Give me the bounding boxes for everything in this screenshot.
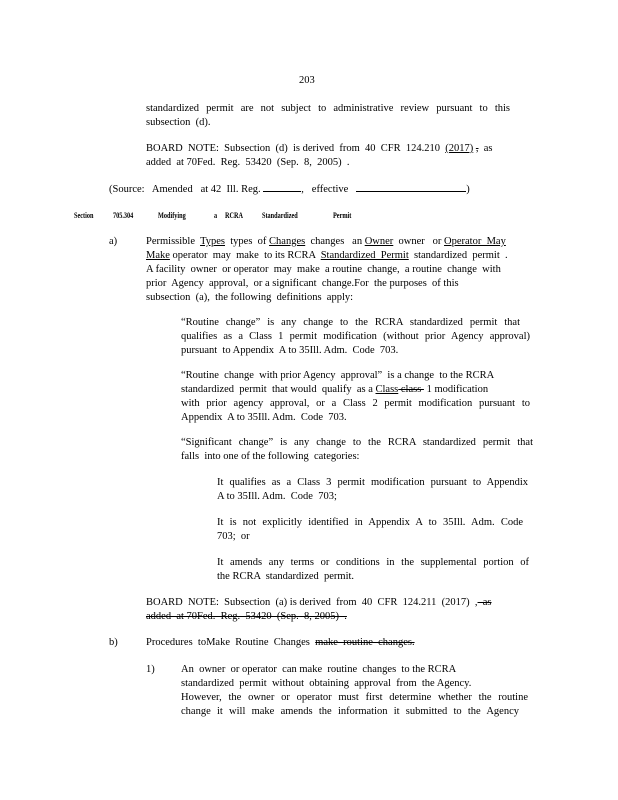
board-note-a-line1 <box>146 596 492 609</box>
definition-prior-approval-line: Appendix A to 35Ill. Adm. Code 703. <box>181 412 347 423</box>
section-number: 705.304 <box>113 211 134 220</box>
text: standardized permit that would qualify as a <box>181 384 376 395</box>
text: BOARD NOTE: Subsection (a) is derived from 40 CFR 124.211 <box>146 597 442 608</box>
inserted-text: Class <box>375 384 399 395</box>
board-note-d-line2: added at 70Fed. Reg. 53420 (Sep. 8, 2005) . <box>146 157 350 168</box>
section-title-word: Permit <box>333 211 352 220</box>
definition-prior-approval-line: with prior agency approval, or a Class 2 permit modification pursuant to <box>181 398 530 409</box>
body-line: subsection (a), the following definitions apply: <box>146 292 354 303</box>
category-line: It amends any terms or conditions in the supplemental portion of <box>217 557 529 568</box>
category-line: It qualifies as a Class 3 permit modification pursuant to Appendix <box>217 477 528 488</box>
inserted-text: Make Routine Changes <box>206 637 310 648</box>
page-number: 203 <box>299 75 315 86</box>
text: types of <box>225 236 270 247</box>
category-line: 703; or <box>217 531 250 542</box>
body-line: standardized permit are not subject to administrative review pursuant to this <box>146 103 510 114</box>
text: Permissible <box>146 236 201 247</box>
source-effective: effective <box>311 184 349 195</box>
source-open: (Source: <box>109 184 145 195</box>
subsection-a-line2 <box>146 249 508 262</box>
definition-prior-approval-line: “Routine change with prior Agency approval” is a change to the RCRA <box>181 370 495 381</box>
definition-significant-line: “Significant change” is any change to the RCRA standardized permit that <box>181 437 533 448</box>
body-line: standardized permit without obtaining approval from the Agency. <box>181 678 472 689</box>
text: standardized permit . <box>408 250 508 261</box>
subsection-a-line1 <box>146 235 506 248</box>
deleted-text: as <box>477 597 492 608</box>
text: changes an <box>305 236 365 247</box>
text: Procedures to <box>146 637 207 648</box>
inserted-text: (2017) <box>441 597 470 608</box>
text: operator may make to its RCRA <box>169 250 321 261</box>
category-line: A to 35Ill. Adm. Code 703; <box>217 491 337 502</box>
subsection-b-marker: b) <box>109 637 118 648</box>
text: , <box>469 597 478 608</box>
text: as <box>478 143 493 154</box>
body-line: An owner or operator can make routine changes to the RCRA <box>181 664 457 675</box>
section-label: Section <box>74 211 94 220</box>
subsection-a-marker: a) <box>109 236 118 247</box>
definition-routine-line: “Routine change” is any change to the RCRA standardized permit that <box>181 317 520 328</box>
board-note-d-line1 <box>146 142 493 155</box>
text: 1 modification <box>423 384 489 395</box>
blank-reg-page <box>263 181 301 192</box>
deleted-text: class <box>398 384 424 395</box>
subsection-b-heading <box>146 636 415 649</box>
source-close: ) <box>466 184 470 195</box>
blank-effective-date <box>356 181 466 192</box>
body-line: subsection (d). <box>146 117 211 128</box>
inserted-text: Changes <box>269 236 306 247</box>
inserted-text: Types <box>200 236 225 247</box>
text: owner or <box>393 236 445 247</box>
body-line: prior Agency approval, or a significant change.For the purposes of this <box>146 278 459 289</box>
inserted-text: Owner <box>364 236 394 247</box>
category-line: It is not explicitly identified in Appendix A to 35Ill. Adm. Code <box>217 517 523 528</box>
body-line: A facility owner or operator may make a routine change, a routine change with <box>146 264 501 275</box>
definition-significant-line: falls into one of the following categories: <box>181 451 360 462</box>
inserted-text: Standardized Permit <box>320 250 409 261</box>
paragraph-1-marker: 1) <box>146 664 155 675</box>
category-line: the RCRA standardized permit. <box>217 571 355 582</box>
definition-prior-approval-line <box>181 383 488 396</box>
inserted-text: (2017) <box>445 143 474 154</box>
section-title-word: Standardized <box>262 211 298 220</box>
body-line: However, the owner or operator must first determine whether the routine <box>181 692 528 703</box>
definition-routine-line: qualifies as a Class 1 permit modification (without prior Agency approval) <box>181 331 530 342</box>
source-amended: Amended at 42 Ill. Reg. <box>151 184 261 195</box>
deleted-text: , <box>475 143 479 154</box>
deleted-text: make routine changes. <box>315 637 415 648</box>
board-note-a-line2-deleted: added at 70Fed. Reg. 53420 (Sep. 8, 2005) . <box>146 611 347 622</box>
section-title-word: Modifying <box>158 211 186 220</box>
definition-routine-line: pursuant to Appendix A to 35Ill. Adm. Code 703. <box>181 345 399 356</box>
body-line: change it will make amends the information it submitted to the Agency <box>181 706 519 717</box>
inserted-text: Operator May <box>444 236 506 247</box>
text: BOARD NOTE: Subsection (d) is derived from 40 CFR 124.210 <box>146 143 446 154</box>
section-title-word: RCRA <box>225 211 244 220</box>
section-title-word: a <box>214 211 218 220</box>
source-line: (Source: Amended at 42 Ill. Reg. , effective ) <box>109 181 470 196</box>
inserted-text: Make <box>146 250 170 261</box>
